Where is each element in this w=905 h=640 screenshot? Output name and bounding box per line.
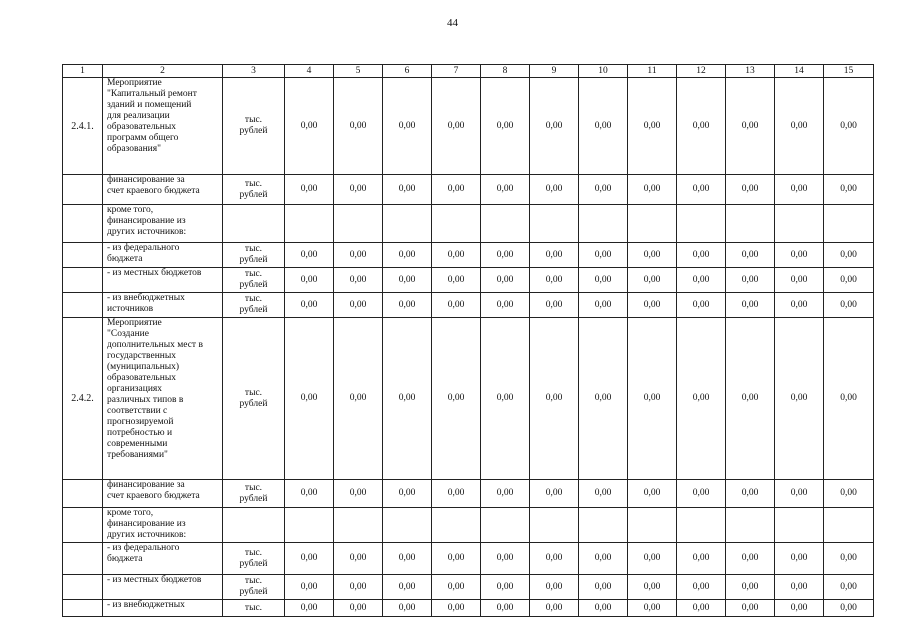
value-cell: 0,00 (579, 243, 628, 268)
value-cell: 0,00 (530, 175, 579, 205)
row-unit (223, 508, 285, 543)
value-cell: 0,00 (530, 318, 579, 480)
table-row (63, 575, 874, 600)
value-cell (383, 508, 432, 543)
value-cell (824, 508, 874, 543)
value-cell: 0,00 (628, 575, 677, 600)
value-cell (530, 508, 579, 543)
column-number-header: 11 (628, 65, 677, 78)
budget-table (62, 64, 874, 617)
value-cell: 0,00 (677, 480, 726, 508)
value-cell: 0,00 (383, 243, 432, 268)
row-unit: тыс. рублей (223, 175, 285, 205)
column-number-header: 9 (530, 65, 579, 78)
value-cell (775, 508, 824, 543)
value-cell: 0,00 (677, 293, 726, 318)
column-number-header: 13 (726, 65, 775, 78)
value-cell: 0,00 (334, 243, 383, 268)
value-cell: 0,00 (775, 243, 824, 268)
value-cell: 0,00 (628, 175, 677, 205)
value-cell (285, 205, 334, 243)
value-cell: 0,00 (334, 78, 383, 175)
page-number: 44 (447, 17, 458, 29)
value-cell: 0,00 (530, 243, 579, 268)
value-cell: 0,00 (432, 543, 481, 575)
value-cell (726, 205, 775, 243)
value-cell: 0,00 (775, 480, 824, 508)
row-unit: тыс. рублей (223, 268, 285, 293)
value-cell: 0,00 (628, 318, 677, 480)
table-row (63, 480, 874, 508)
row-name: Мероприятие "Капитальный ремонт зданий и помещений для реализации образовательных программ общего образования" (103, 78, 223, 175)
row-unit (223, 205, 285, 243)
column-number-header: 6 (383, 65, 432, 78)
row-name: кроме того, финансирование из других источников: (103, 508, 223, 543)
value-cell: 0,00 (383, 268, 432, 293)
value-cell: 0,00 (628, 293, 677, 318)
value-cell: 0,00 (775, 543, 824, 575)
value-cell: 0,00 (824, 268, 874, 293)
value-cell (628, 508, 677, 543)
table-row (63, 508, 874, 543)
value-cell (726, 508, 775, 543)
value-cell: 0,00 (677, 575, 726, 600)
value-cell: 0,00 (628, 480, 677, 508)
column-number-header: 4 (285, 65, 334, 78)
value-cell (285, 508, 334, 543)
row-unit: тыс. рублей (223, 243, 285, 268)
value-cell: 0,00 (824, 175, 874, 205)
row-unit: тыс. рублей (223, 543, 285, 575)
value-cell: 0,00 (824, 293, 874, 318)
value-cell: 0,00 (334, 175, 383, 205)
row-code (63, 508, 103, 543)
value-cell: 0,00 (334, 268, 383, 293)
row-name: - из внебюджетных (103, 600, 223, 617)
row-unit: тыс. (223, 600, 285, 617)
value-cell: 0,00 (383, 600, 432, 617)
value-cell: 0,00 (432, 243, 481, 268)
value-cell: 0,00 (677, 175, 726, 205)
value-cell (824, 205, 874, 243)
value-cell: 0,00 (432, 575, 481, 600)
value-cell: 0,00 (432, 268, 481, 293)
value-cell: 0,00 (432, 293, 481, 318)
value-cell: 0,00 (481, 268, 530, 293)
value-cell: 0,00 (285, 543, 334, 575)
value-cell (530, 205, 579, 243)
value-cell: 0,00 (285, 318, 334, 480)
value-cell: 0,00 (530, 268, 579, 293)
value-cell: 0,00 (481, 480, 530, 508)
value-cell: 0,00 (726, 175, 775, 205)
value-cell: 0,00 (628, 78, 677, 175)
value-cell: 0,00 (775, 78, 824, 175)
value-cell: 0,00 (824, 480, 874, 508)
value-cell: 0,00 (432, 318, 481, 480)
value-cell: 0,00 (285, 78, 334, 175)
value-cell: 0,00 (824, 78, 874, 175)
row-unit: тыс. рублей (223, 318, 285, 480)
value-cell: 0,00 (677, 243, 726, 268)
row-unit: тыс. рублей (223, 293, 285, 318)
row-code (63, 268, 103, 293)
value-cell: 0,00 (579, 175, 628, 205)
value-cell: 0,00 (726, 78, 775, 175)
column-number-header: 3 (223, 65, 285, 78)
value-cell (677, 205, 726, 243)
value-cell: 0,00 (334, 480, 383, 508)
row-code (63, 175, 103, 205)
row-code (63, 243, 103, 268)
value-cell (481, 508, 530, 543)
row-name: - из федерального бюджета (103, 243, 223, 268)
value-cell: 0,00 (579, 78, 628, 175)
row-code (63, 205, 103, 243)
value-cell: 0,00 (285, 480, 334, 508)
row-code (63, 543, 103, 575)
table-row (63, 175, 874, 205)
value-cell: 0,00 (628, 243, 677, 268)
value-cell: 0,00 (334, 543, 383, 575)
value-cell (579, 205, 628, 243)
row-name: Мероприятие "Создание дополнительных мест в государственных (муниципальных) образовательных организациях различных типов в соответствии с прогнозируемой потребностью и современными требованиями" (103, 318, 223, 480)
value-cell: 0,00 (579, 293, 628, 318)
table-row (63, 600, 874, 617)
column-number-header: 5 (334, 65, 383, 78)
value-cell (775, 205, 824, 243)
value-cell: 0,00 (530, 480, 579, 508)
value-cell: 0,00 (579, 318, 628, 480)
value-cell (383, 205, 432, 243)
value-cell: 0,00 (726, 268, 775, 293)
value-cell: 0,00 (628, 600, 677, 617)
column-number-header: 12 (677, 65, 726, 78)
column-number-header: 1 (63, 65, 103, 78)
value-cell: 0,00 (285, 243, 334, 268)
table-row (63, 78, 874, 175)
value-cell (334, 205, 383, 243)
value-cell: 0,00 (334, 600, 383, 617)
value-cell: 0,00 (726, 243, 775, 268)
value-cell: 0,00 (530, 543, 579, 575)
table-row (63, 205, 874, 243)
value-cell (334, 508, 383, 543)
value-cell: 0,00 (334, 318, 383, 480)
value-cell: 0,00 (481, 575, 530, 600)
row-unit: тыс. рублей (223, 575, 285, 600)
row-name: кроме того, финансирование из других источников: (103, 205, 223, 243)
value-cell: 0,00 (677, 600, 726, 617)
value-cell (432, 205, 481, 243)
table-row (63, 543, 874, 575)
value-cell: 0,00 (775, 293, 824, 318)
value-cell: 0,00 (726, 293, 775, 318)
value-cell: 0,00 (726, 318, 775, 480)
row-name: - из местных бюджетов (103, 575, 223, 600)
value-cell: 0,00 (285, 600, 334, 617)
value-cell: 0,00 (824, 543, 874, 575)
column-number-header: 2 (103, 65, 223, 78)
row-code (63, 480, 103, 508)
row-code (63, 600, 103, 617)
row-name: финансирование за счет краевого бюджета (103, 480, 223, 508)
value-cell: 0,00 (628, 543, 677, 575)
column-number-header: 10 (579, 65, 628, 78)
header-row (63, 65, 874, 78)
value-cell: 0,00 (383, 318, 432, 480)
value-cell: 0,00 (726, 543, 775, 575)
value-cell: 0,00 (432, 600, 481, 617)
row-code: 2.4.1. (63, 78, 103, 175)
row-name: - из федерального бюджета (103, 543, 223, 575)
value-cell: 0,00 (775, 575, 824, 600)
column-number-header: 15 (824, 65, 874, 78)
column-number-header: 8 (481, 65, 530, 78)
value-cell: 0,00 (285, 293, 334, 318)
table-row (63, 268, 874, 293)
value-cell: 0,00 (383, 480, 432, 508)
value-cell: 0,00 (775, 318, 824, 480)
value-cell: 0,00 (383, 543, 432, 575)
column-number-header: 7 (432, 65, 481, 78)
row-unit: тыс. рублей (223, 78, 285, 175)
table-row (63, 243, 874, 268)
table-row (63, 318, 874, 480)
value-cell: 0,00 (677, 78, 726, 175)
value-cell: 0,00 (432, 175, 481, 205)
value-cell: 0,00 (334, 575, 383, 600)
value-cell: 0,00 (775, 175, 824, 205)
value-cell: 0,00 (775, 268, 824, 293)
value-cell: 0,00 (383, 175, 432, 205)
value-cell (579, 508, 628, 543)
value-cell: 0,00 (579, 575, 628, 600)
value-cell: 0,00 (530, 293, 579, 318)
value-cell: 0,00 (628, 268, 677, 293)
value-cell: 0,00 (677, 318, 726, 480)
value-cell: 0,00 (481, 293, 530, 318)
value-cell: 0,00 (530, 575, 579, 600)
value-cell: 0,00 (481, 318, 530, 480)
value-cell: 0,00 (481, 243, 530, 268)
value-cell: 0,00 (579, 480, 628, 508)
value-cell (481, 205, 530, 243)
row-name: - из местных бюджетов (103, 268, 223, 293)
value-cell: 0,00 (824, 243, 874, 268)
value-cell (432, 508, 481, 543)
value-cell: 0,00 (530, 78, 579, 175)
value-cell: 0,00 (579, 543, 628, 575)
value-cell: 0,00 (726, 480, 775, 508)
row-code: 2.4.2. (63, 318, 103, 480)
value-cell: 0,00 (383, 78, 432, 175)
value-cell: 0,00 (432, 480, 481, 508)
value-cell: 0,00 (285, 575, 334, 600)
value-cell: 0,00 (285, 175, 334, 205)
value-cell: 0,00 (481, 78, 530, 175)
value-cell: 0,00 (530, 600, 579, 617)
value-cell: 0,00 (383, 293, 432, 318)
value-cell: 0,00 (481, 600, 530, 617)
value-cell: 0,00 (726, 575, 775, 600)
table-row (63, 293, 874, 318)
value-cell: 0,00 (824, 575, 874, 600)
value-cell: 0,00 (677, 268, 726, 293)
value-cell: 0,00 (579, 268, 628, 293)
row-code (63, 575, 103, 600)
value-cell: 0,00 (285, 268, 334, 293)
value-cell: 0,00 (481, 543, 530, 575)
value-cell: 0,00 (775, 600, 824, 617)
value-cell: 0,00 (334, 293, 383, 318)
value-cell (677, 508, 726, 543)
value-cell: 0,00 (677, 543, 726, 575)
value-cell: 0,00 (824, 318, 874, 480)
value-cell: 0,00 (481, 175, 530, 205)
row-name: - из внебюджетных источников (103, 293, 223, 318)
value-cell: 0,00 (579, 600, 628, 617)
value-cell: 0,00 (824, 600, 874, 617)
row-name: финансирование за счет краевого бюджета (103, 175, 223, 205)
value-cell (628, 205, 677, 243)
value-cell: 0,00 (432, 78, 481, 175)
row-unit: тыс. рублей (223, 480, 285, 508)
value-cell: 0,00 (726, 600, 775, 617)
row-code (63, 293, 103, 318)
value-cell: 0,00 (383, 575, 432, 600)
column-number-header: 14 (775, 65, 824, 78)
